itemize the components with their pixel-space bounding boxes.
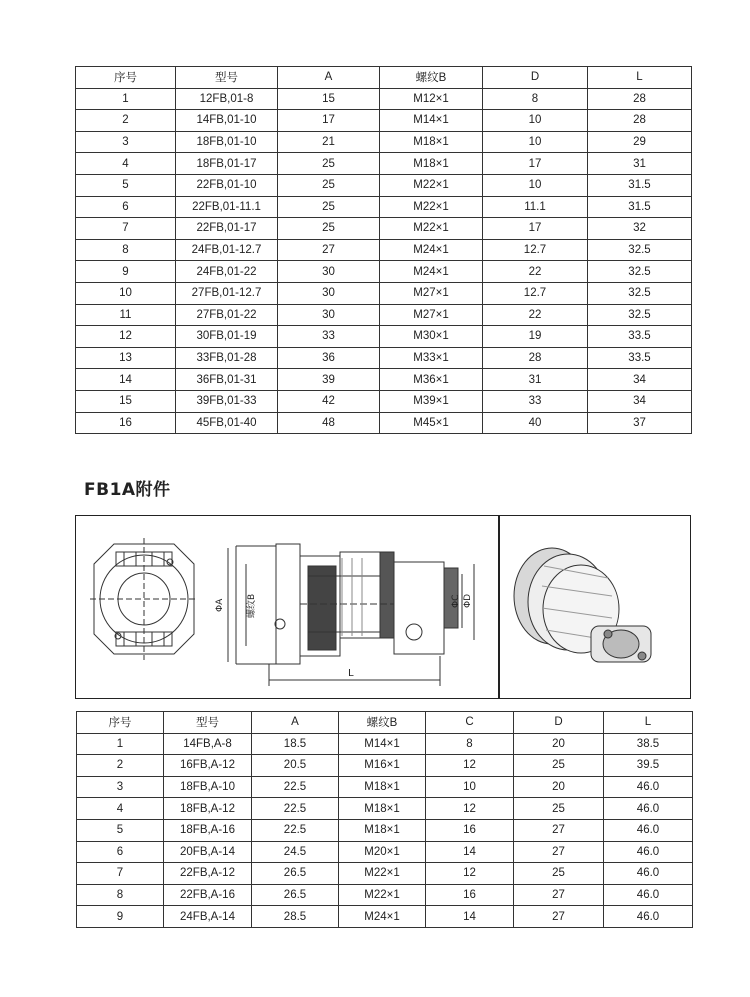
table-row (77, 798, 693, 820)
table-cell: 11 (76, 304, 176, 326)
table-row (77, 819, 693, 841)
table-cell: 22 (483, 261, 588, 283)
column-header: 型号 (176, 67, 278, 89)
accessory-spec-table (76, 711, 693, 928)
label-phi-d: ΦD (463, 593, 473, 608)
column-header: C (426, 712, 514, 734)
table-row (76, 390, 692, 412)
table-cell: 22FB,A-12 (164, 863, 252, 885)
table-cell: 22FB,A-16 (164, 884, 252, 906)
table-cell: 38.5 (604, 733, 693, 755)
table-cell: 6 (76, 196, 176, 218)
table-row (76, 110, 692, 132)
table-cell: 2 (76, 110, 176, 132)
column-header: 型号 (164, 712, 252, 734)
table-cell: 31 (483, 369, 588, 391)
table-cell: 26.5 (252, 884, 339, 906)
table-cell: M18×1 (339, 819, 426, 841)
table-cell: M33×1 (380, 347, 483, 369)
table-cell: M14×1 (339, 733, 426, 755)
table-cell: 12.7 (483, 239, 588, 261)
table-cell: M14×1 (380, 110, 483, 132)
table-cell: 3 (77, 776, 164, 798)
table-cell: 46.0 (604, 841, 693, 863)
table-cell: 12 (426, 863, 514, 885)
table-cell: M20×1 (339, 841, 426, 863)
table-cell: M39×1 (380, 390, 483, 412)
table-cell: 28.5 (252, 906, 339, 928)
table-cell: M22×1 (380, 196, 483, 218)
table-cell: 24FB,01-22 (176, 261, 278, 283)
table-cell: 5 (76, 174, 176, 196)
table-row (76, 282, 692, 304)
table-cell: 31.5 (588, 196, 692, 218)
column-header: L (588, 67, 692, 89)
table-cell: 25 (278, 218, 380, 240)
table-cell: 18FB,A-12 (164, 798, 252, 820)
table-cell: M27×1 (380, 304, 483, 326)
table-cell: M22×1 (380, 174, 483, 196)
table-cell: 22.5 (252, 776, 339, 798)
table-row (77, 776, 693, 798)
table-cell: 16FB,A-12 (164, 755, 252, 777)
table-cell: 3 (76, 131, 176, 153)
table-cell: M36×1 (380, 369, 483, 391)
table-row (76, 196, 692, 218)
table-cell: 4 (77, 798, 164, 820)
table-cell: 22 (483, 304, 588, 326)
table-cell: 22FB,01-17 (176, 218, 278, 240)
table-cell: 27 (514, 884, 604, 906)
table-cell: 34 (588, 390, 692, 412)
table-cell: 18FB,A-10 (164, 776, 252, 798)
table-cell: 12FB,01-8 (176, 88, 278, 110)
table-cell: 1 (77, 733, 164, 755)
table-cell: 14FB,A-8 (164, 733, 252, 755)
table-cell: 11.1 (483, 196, 588, 218)
table-cell: 31 (588, 153, 692, 175)
table-cell: 12.7 (483, 282, 588, 304)
table-cell: 1 (76, 88, 176, 110)
table-cell: 46.0 (604, 863, 693, 885)
table-cell: 33.5 (588, 326, 692, 348)
table-cell: 36 (278, 347, 380, 369)
table-cell: 42 (278, 390, 380, 412)
table-cell: 14 (426, 906, 514, 928)
table-cell: 20.5 (252, 755, 339, 777)
table-cell: 12 (76, 326, 176, 348)
table-row (76, 174, 692, 196)
table-row (76, 369, 692, 391)
table-cell: M30×1 (380, 326, 483, 348)
table-cell: 32.5 (588, 282, 692, 304)
column-header: 螺纹B (339, 712, 426, 734)
end-view-drawing (90, 538, 198, 660)
technical-drawing-panel (75, 515, 691, 699)
table-cell: M12×1 (380, 88, 483, 110)
table-cell: 30FB,01-19 (176, 326, 278, 348)
table-cell: 8 (483, 88, 588, 110)
table-cell: 10 (76, 282, 176, 304)
label-thread-b: 螺纹B (247, 593, 257, 618)
table-cell: M24×1 (380, 261, 483, 283)
table-cell: 21 (278, 131, 380, 153)
table-cell: 27 (514, 841, 604, 863)
table-cell: 17 (483, 218, 588, 240)
table-cell: 37 (588, 412, 692, 434)
table-cell: 40 (483, 412, 588, 434)
table-cell: 30 (278, 304, 380, 326)
table-cell: 14 (76, 369, 176, 391)
table-cell: M45×1 (380, 412, 483, 434)
label-l: L (348, 668, 354, 679)
table-cell: 7 (77, 863, 164, 885)
side-view-drawing (228, 544, 474, 686)
table-cell: 10 (483, 174, 588, 196)
table-cell: 33 (278, 326, 380, 348)
table-cell: 27FB,01-12.7 (176, 282, 278, 304)
connector-spec-table (75, 66, 692, 434)
table-row (77, 906, 693, 928)
table-cell: 32.5 (588, 261, 692, 283)
table-cell: 46.0 (604, 819, 693, 841)
table-cell: 8 (77, 884, 164, 906)
table-cell: 22.5 (252, 798, 339, 820)
table-header-row (76, 67, 692, 89)
table-cell: 20FB,A-14 (164, 841, 252, 863)
table-cell: 14 (426, 841, 514, 863)
table-cell: 15 (76, 390, 176, 412)
table-cell: 32.5 (588, 239, 692, 261)
table-cell: 25 (278, 174, 380, 196)
table-cell: 39 (278, 369, 380, 391)
table-cell: 16 (426, 819, 514, 841)
table-cell: 9 (76, 261, 176, 283)
table-cell: 20 (514, 733, 604, 755)
table-cell: 32.5 (588, 304, 692, 326)
table-cell: 18FB,A-16 (164, 819, 252, 841)
column-header: L (604, 712, 693, 734)
table-cell: 13 (76, 347, 176, 369)
table-row (76, 326, 692, 348)
table-cell: 28 (588, 110, 692, 132)
table-cell: 12 (426, 755, 514, 777)
table-cell: M22×1 (339, 884, 426, 906)
table-cell: 29 (588, 131, 692, 153)
table-cell: 30 (278, 282, 380, 304)
table-cell: M18×1 (380, 153, 483, 175)
table-cell: 28 (588, 88, 692, 110)
column-header: D (483, 67, 588, 89)
table-cell: 24FB,A-14 (164, 906, 252, 928)
table-cell: 27FB,01-22 (176, 304, 278, 326)
table-cell: M22×1 (380, 218, 483, 240)
table-cell: M18×1 (339, 798, 426, 820)
table-cell: 30 (278, 261, 380, 283)
column-header: 螺纹B (380, 67, 483, 89)
table-cell: 26.5 (252, 863, 339, 885)
table-cell: 39FB,01-33 (176, 390, 278, 412)
table-row (77, 884, 693, 906)
table-cell: 6 (77, 841, 164, 863)
table-cell: M24×1 (380, 239, 483, 261)
table-cell: 46.0 (604, 884, 693, 906)
table-cell: 33.5 (588, 347, 692, 369)
table-row (77, 841, 693, 863)
table-cell: 7 (76, 218, 176, 240)
column-header: 序号 (77, 712, 164, 734)
table-cell: 46.0 (604, 906, 693, 928)
table-cell: M16×1 (339, 755, 426, 777)
table-cell: 22.5 (252, 819, 339, 841)
table-row (76, 304, 692, 326)
table-row (77, 733, 693, 755)
connector-drawing (76, 516, 692, 700)
table-cell: 9 (77, 906, 164, 928)
table-cell: 22FB,01-11.1 (176, 196, 278, 218)
table-cell: 10 (483, 110, 588, 132)
table-cell: M18×1 (339, 776, 426, 798)
table-cell: M27×1 (380, 282, 483, 304)
table-row (77, 755, 693, 777)
table-cell: 31.5 (588, 174, 692, 196)
table-cell: 12 (426, 798, 514, 820)
table-row (76, 261, 692, 283)
table-cell: 4 (76, 153, 176, 175)
table-cell: 32 (588, 218, 692, 240)
table-cell: 25 (514, 798, 604, 820)
table-row (77, 863, 693, 885)
table-row (76, 153, 692, 175)
table-header-row (77, 712, 693, 734)
table-cell: 22FB,01-10 (176, 174, 278, 196)
table-cell: 25 (514, 755, 604, 777)
table-cell: 25 (278, 153, 380, 175)
table-cell: M22×1 (339, 863, 426, 885)
table-row (76, 218, 692, 240)
table-cell: 8 (76, 239, 176, 261)
table-cell: 16 (76, 412, 176, 434)
table-row (76, 412, 692, 434)
column-header: D (514, 712, 604, 734)
table-cell: 24FB,01-12.7 (176, 239, 278, 261)
table-cell: 28 (483, 347, 588, 369)
table-cell: 15 (278, 88, 380, 110)
column-header: A (252, 712, 339, 734)
table-cell: 17 (483, 153, 588, 175)
table-cell: 45FB,01-40 (176, 412, 278, 434)
connector-photo-illustration (514, 548, 651, 662)
table-cell: 18FB,01-17 (176, 153, 278, 175)
table-cell: M18×1 (380, 131, 483, 153)
table-cell: 36FB,01-31 (176, 369, 278, 391)
table-cell: 14FB,01-10 (176, 110, 278, 132)
table-row (76, 347, 692, 369)
table-cell: 17 (278, 110, 380, 132)
table-row (76, 131, 692, 153)
section-title: FB1A附件 (84, 480, 171, 500)
column-header: A (278, 67, 380, 89)
table-cell: 39.5 (604, 755, 693, 777)
table-cell: 2 (77, 755, 164, 777)
table-cell: 46.0 (604, 776, 693, 798)
table-cell: 10 (426, 776, 514, 798)
table-cell: 46.0 (604, 798, 693, 820)
table-cell: 19 (483, 326, 588, 348)
table-cell: 20 (514, 776, 604, 798)
table-cell: 27 (514, 819, 604, 841)
table-cell: 16 (426, 884, 514, 906)
table-cell: 18.5 (252, 733, 339, 755)
table-cell: 34 (588, 369, 692, 391)
table-row (76, 88, 692, 110)
table-cell: 48 (278, 412, 380, 434)
table-cell: 5 (77, 819, 164, 841)
table-cell: 24.5 (252, 841, 339, 863)
table-cell: 27 (278, 239, 380, 261)
table-row (76, 239, 692, 261)
table-cell: 18FB,01-10 (176, 131, 278, 153)
table-cell: 10 (483, 131, 588, 153)
table-cell: M24×1 (339, 906, 426, 928)
table-cell: 25 (514, 863, 604, 885)
label-phi-a: ΦA (215, 598, 225, 612)
table-cell: 33 (483, 390, 588, 412)
column-header: 序号 (76, 67, 176, 89)
table-cell: 8 (426, 733, 514, 755)
table-cell: 33FB,01-28 (176, 347, 278, 369)
table-cell: 25 (278, 196, 380, 218)
table-cell: 27 (514, 906, 604, 928)
label-phi-c: ΦC (451, 594, 461, 608)
